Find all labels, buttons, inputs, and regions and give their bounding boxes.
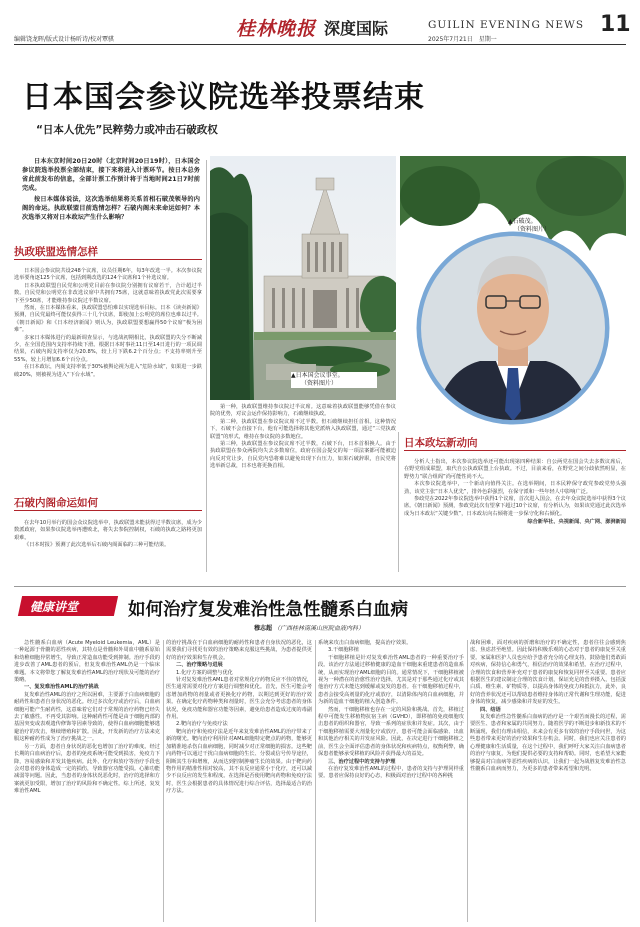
- body-paragraph: 《日本时报》预测了此次选举后石破内阁面临的三种可能结果。: [24, 542, 170, 549]
- health-banner-label: 健康讲堂: [30, 600, 79, 614]
- issue-date: 2025年7月21日 星期一: [428, 36, 497, 43]
- section-title: 执政联盟选情怎样: [14, 246, 98, 258]
- body-paragraph: 第三种，执政联盟在参议院议席不过半数，石破下台，日本首相换人。由于执政联盟在参众两院均失去多数席位，政府在国会提交的每一项法案都可能被迫向反对党让步，自民党内恐将难以避免出现下台压力，如果石破辞职，自民党将选举新总裁，日本也将更换首相。: [210, 441, 396, 470]
- body-paragraph: 复发难治性急性髓系白血病的治疗是一个艰苦而漫长的过程，需要医生、患者和家属的共同努力。随着医学的不断进步和新技术的不断涌现，我们有理由相信，未来会有更多有效的治疗手段问世，为这些患者带来更好的治疗效果和生存机会。同时，我们也应关注患者的心理健康和生活质量，在这个过程中，我们呼吁大家关注白血病患者的治疗与康复，为他们提供必要的支持和帮助。同时，也希望大家能够提高对白血病等恶性疾病的认识，让我们一起为战胜复发难治性急性髓系白血病而努力，为更多的患者带来希望和光明。: [470, 714, 626, 772]
- caption-line: ▲日本国会议事堂。: [291, 372, 344, 379]
- health-column: [470, 640, 626, 773]
- caption-line: ▲石破茂。: [508, 218, 537, 225]
- body-paragraph: 在去年10月举行的国会众议院选举中，执政联盟未能获得过半数议席，成为少数派政府，如果参议院选举再遭败北，将失去参院控制权，石破的执政之路将更加艰难。: [14, 520, 202, 541]
- subheading: 四、结语: [480, 706, 501, 713]
- section-heading-ruling-coalition: [14, 245, 202, 260]
- health-column: [318, 640, 464, 781]
- photo-diet-building: [210, 156, 396, 400]
- body-paragraph: 的治疗挑战在于白血病细胞的耐药性和患者自身状况的恶化，这需要我们寻找更有效的治疗策略来克服这些挑战，为患者提供更好的治疗效果和生存机会。: [166, 640, 312, 661]
- masthead-rule: [14, 44, 626, 45]
- section-heading-cabinet-fate: [14, 496, 202, 511]
- body-paragraph: 靶向治疗和免疫疗法是近年来复发难治性AML的治疗带来了新的曙光。靶向治疗利用针对AML细胞特定靶点的药物，能够更加精准地杀伤白血病细胞，同时减少对正常细胞的损害。这些靶向药物可以通过干扰白血病细胞的生长、分裂或信号传导途径，阻断其生存和增殖，从而达到控制肿瘤生长的效果。由于靶向药物作用的精准性相对较高，其不良反应通常小于化疗，还可以减少不良反应的发生和程度。在选择是否使用靶向药物和免疫疗法时，医生会根据患者的具体情况进行综合评估，选择最适合的治疗方法。: [166, 728, 312, 795]
- editor-credits: 编辑饶龙晖/版式设计杨昕诗/校对覃骐: [14, 36, 115, 43]
- author-affiliation: （广西桂林南溪山医院血液内科）: [273, 625, 364, 632]
- english-name: GUILIN EVENING NEWS: [428, 19, 585, 31]
- section-body: [14, 268, 202, 379]
- caption-line: （资料图片）: [301, 380, 338, 387]
- health-byline: [254, 623, 364, 632]
- body-paragraph: 在日本政坛，内阁支持率低于30%被舆论视为进入“危险水域”，如果进一步跌破20%，则被视为进入“下台水域”。: [14, 364, 202, 378]
- subheading: 1.化疗方案的调整与优化: [176, 669, 233, 676]
- section-body: [404, 459, 626, 527]
- section-heading-new-trends: [404, 436, 626, 451]
- subheading: 3.干细胞移植: [328, 647, 359, 654]
- section-title: 石破内阁命运如何: [14, 497, 98, 509]
- body-paragraph: 第一种，执政联盟维持参议院过半议席。这意味着执政联盟能够凭借在参议院的优势，对议会运作保持影响力，石破继续执政。: [210, 404, 396, 418]
- body-paragraph: 系统来攻击白血病细胞，提高治疗效果。: [318, 640, 412, 646]
- body-paragraph: 参政党在2022年参议院选举中获得1个议席，首次进入国会，在去年众议院选举中获得3个议席。《朝日新闻》预测，参政党此次有望拿下超过10个议席，有分析认为，如果该党通过此次选举成为日本政坛“关键少数”，日本政坛向右倾将进一步保守化和右倾化。: [404, 496, 626, 517]
- body-paragraph: 日本国会参议院共设248个议席，议员任期6年，每3年改选一半。本次参议院选举要角逐125个议席，包括到期改选的124个议席和1个补选议席。: [14, 268, 202, 282]
- body-paragraph: 然而，干细胞移植也存在一定的风险和挑战。首先，移植过程中可能发生移植物抗宿主病（GVHD），即移植的免疫细胞攻击患者的组织和器官，导致一系列的症状和并发症。其次，由于干细胞移植需要大剂量化疗或放疗，患者可能会面临感染、出血和其他治疗相关的并发症风险。因此，在决定进行干细胞移植之前，医生会全面评估患者的身体状况和疾病特点，权衡利弊，确保患者能够承受移植的风险并获得最大的益处。: [318, 706, 464, 758]
- body-paragraph: 复发难治性AML的治疗之所以困难，主要源于白血病细胞的耐药性和患者自身状况的恶化。经过多次化疗或治疗后，白血病细胞可能产生耐药性，这意味着它们对于常规的治疗药物已经失去了敏感性。不再受其影响。这种耐药性可能是由于细胞内部的基因突变或表观遗传修饰等因素导致的，使得白血病细胞能够逃避治疗的攻击，继续增殖和扩散。因此，开发新的治疗方法来克服这种耐药性成为了治疗挑战之一。: [14, 691, 160, 743]
- section-name: 深度国际: [324, 19, 389, 38]
- body-paragraph: 多家日本媒体进行的最新调查显示，与选战初期相比，执政联盟的失分不断减少，在全国范围内支持率持续下滑。根据日本时事社11日至14日进行的一项民调结果，石破内阁支持率仅为20.8%，较上月下跌6.2个百分点；不支持率则升至55%，较上月增加6.6个百分点。: [14, 334, 202, 363]
- page-number: 11: [600, 12, 631, 37]
- body-paragraph: 分析人士指出，本次参议院选举还可能出现第四种结果：自公两党在国会失去多数议席后，在野党组成联盟，取代自公执政联盟上台执政。不过，目前来看，在野党之间分歧依然明显，在野势力“联合组阁”尚可能性尚不大。: [404, 459, 626, 480]
- author-name: 穆志超: [254, 625, 273, 632]
- health-title: 如何治疗复发难治性急性髓系白血病: [128, 600, 408, 620]
- subheading: 一、复发难治性AML的治疗挑战: [24, 684, 99, 691]
- health-column: [14, 640, 160, 796]
- masthead: [0, 0, 640, 44]
- photo-ishiba: [400, 156, 626, 432]
- body-paragraph: 针对复发难治性AML患者对常规化疗药物反应不佳的情况，医生通常需要对化疗方案进行调整和优化。首先，医生可能会考虑增加药物的剂量或者更换化疗药物，以期达到更好的治疗效果。在确定化疗药物种类和剂量时，医生会充分考虑患者的身体状况，免疫功能和器官功能等因素，避免给患者造成过度的毒副作用。: [166, 677, 312, 721]
- section-divider: [14, 586, 626, 587]
- body-paragraph: 战和困难，面对疾病的折磨和治疗的不确定性，患者往往会感到焦虑、焦虑甚至绝望。因此保持积极乐观的心态对于患者的康复至关重要。家属和医护人员也应给予患者充分的心理支持，鼓励他们勇敢面对疾病，保持信心和勇气，相信治疗的效果和希望。在治疗过程中，合理的饮食和营养补充对于患者的康复和恢复同样至关重要。患者应根据医生的建议制定合理的饮食计划，保证充足的营养摄入，包括蛋白质、维生素、矿物质等，以提高身体的免疫力和抵抗力，此外，良好的营养状况还可以帮助患者维持身体的正常代谢和生理功能，促进身体的恢复，减少感染和并发症的发生。: [470, 640, 626, 706]
- body-paragraph: 干细胞移植是针对复发难治性AML患者的一种重要治疗手段。该治疗方法通过移植健康的造血干细胞来重建患者的造血系统，从而实现治疗AML细胞的目的。通常情况下，干细胞移植被视为一种潜在的治愈性治疗选择，尤其是对于那些通过化疗或其他治疗方式未能达到缓解或复发的患者。在干细胞移植过程中，患者会接受高剂量的化疗或放疗，以清除体内的白血病细胞，并为新的造血干细胞的植入创造条件。: [318, 654, 464, 706]
- paper-logo: 桂林晚报: [236, 18, 317, 40]
- lead-subheadline: “日本人优先”民粹势力或冲击石破政权: [36, 124, 218, 136]
- middle-column: [210, 404, 396, 471]
- lead-intro: [22, 157, 200, 222]
- body-paragraph: 本次参议院选举中，一个新动向值得关注。在选举期间，日本民粹保守政党参政党势头强劲，该党主张“日本人优先”，排外色彩强烈，在保守派和一些年轻人中影响广泛。: [404, 481, 626, 495]
- caption-line: （资料图片）: [514, 226, 551, 233]
- body-paragraph: 急性髓系白血病（Acute Myeloid Leukemia，AML）是一种起源于骨髓的恶性疾病，其特点是骨髓和外周血中髓系原始和幼稚细胞异常增生，导致正常造血功能受到抑制。治疗手段的进步改善了AML患者的预后，但复发难治性AML仍是一个临床难题。本文将带您了解复发难治性AML的治疗现状及可能的治疗策略。: [14, 640, 160, 684]
- intro-paragraph: 日本东京时间20日20时（北京时间20日19时），日本国会参议院选举投票全部结束，接下来将进入计票环节。按日本总务省此前发布的信息，全部计票工作预计将于当地时间21日7时前完成。: [22, 158, 200, 192]
- body-paragraph: 然而，在日本媒体看来，执政联盟恐怕难以实现选举目标。日本《读卖新闻》预测，自民党最终可能仅获得三十几个议席，即使加上公明党的席位也难以过半。《朝日新闻》和《日本经济新闻》则认为，执政联盟要想赢得50个议席“极为困难”。: [14, 305, 202, 334]
- lead-headline: 日本国会参议院选举投票结束: [22, 80, 425, 115]
- section-body: [14, 520, 202, 550]
- news-source: 综合新华社、央视新闻、央广网、澎湃新闻: [527, 519, 626, 526]
- section-title: 日本政坛新动向: [404, 437, 478, 449]
- health-column: [166, 640, 312, 796]
- photo-caption: [291, 372, 377, 388]
- subheading: 二、治疗策略与进展: [176, 662, 223, 669]
- body-paragraph: 在治疗复发难治性AML的过程中，患者的支持与护理同样重要。患者应保持良好的心态，积极面对治疗过程中的各种挑: [318, 765, 464, 780]
- subheading: 2.靶向治疗与免疫疗法: [176, 721, 228, 728]
- body-paragraph: 日本执政联盟自民党和公明党目前在参议院分别拥有议席若干，合计超过半数。自民党和公明党在非改选议席中共拥有75席，这就意味着执政党此次需要拿下至少50席，才能维持参议院过半数议席。: [14, 282, 202, 304]
- body-paragraph: 第二种，执政联盟在参议院议席不过半数。但石破继续担任首相。这种情况下，石破不会直接下台，他有可能选择将其他党派纳入执政联盟，通过“三党执政联盟”的形式，维持在参议院的多数地位。: [210, 418, 396, 440]
- photo-caption: [508, 218, 578, 234]
- body-paragraph: 另一方面，患者自身状况的恶化也增加了治疗的难度。经过长期的白血病治疗后，患者的免疫系统可能受到损害，免疫力下降，容易感染和并发其他疾病。此外，化疗和放疗等治疗手段也会对患者的身体造成一定的损伤，导致器官功能受损。心肺功能减弱等问题。因此，当患者的身体状况恶化时，治疗的选择和方案就更加受限，增加了治疗的风险和不确定性。综上所述，复发难治性AML: [14, 743, 160, 795]
- intro-paragraph: 按日本媒体说法，这次选举结果将关系首相石破茂领导的内阁的命运。执政联盟目前选情怎样？石破内阁未来命运如何？本次选举又将对日本政坛产生什么影响？: [22, 196, 200, 221]
- subheading: 三、治疗过程中的支持与护理: [328, 758, 396, 765]
